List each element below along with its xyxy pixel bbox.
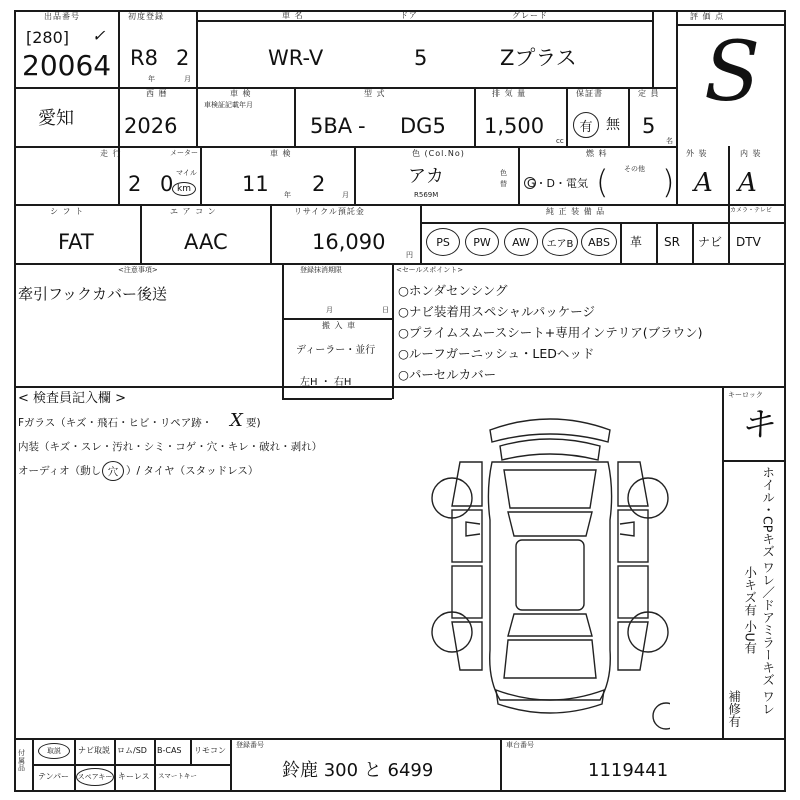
equip-airbag: エアB — [542, 228, 578, 256]
year: 2026 — [124, 114, 178, 138]
color-label: 色 (Col.No) — [412, 149, 465, 158]
deadline-line — [282, 318, 392, 320]
capacity: 5 — [642, 114, 656, 138]
equip-ps: PS — [426, 228, 460, 256]
col-r5b — [392, 263, 394, 399]
mileage-value: 2 0 — [128, 172, 180, 196]
fuel-other: その他 — [624, 165, 645, 173]
sales-point-1: ○ホンダセンシング — [398, 283, 508, 298]
right-mirror — [620, 522, 634, 536]
mileage-label: 走 行 — [100, 149, 122, 158]
entry-hand: 左H ・ 右H — [300, 377, 352, 388]
bottom-side-label: 付属品 — [18, 749, 25, 773]
mileage-unit-km: km — [172, 182, 196, 196]
warranty-label: 保証書 — [576, 89, 603, 98]
right-note-2: 小キズ有 小U有 — [742, 566, 758, 655]
plate-number: 鈴鹿 300 と 6499 — [282, 760, 434, 781]
inspection-month: 2 — [312, 172, 326, 196]
equip-sr: SR — [664, 235, 680, 249]
spare-tire — [653, 703, 670, 729]
warranty-yes: 有 — [573, 112, 599, 138]
left-rear-door — [452, 566, 482, 618]
doors-label: ドア — [400, 11, 418, 20]
displacement: 1,500 — [484, 114, 545, 138]
acc-keyless: キーレス — [118, 772, 150, 781]
bottom-mid — [32, 764, 230, 766]
acc-remote: リモコン — [194, 746, 226, 755]
sales-point-3: ○プライムスムースシート+専用インテリア(ブラウン) — [398, 325, 703, 340]
col-c — [652, 10, 654, 87]
plate-label: 登録番号 — [236, 741, 264, 749]
equip-aw: AW — [504, 228, 538, 256]
region: 愛知 — [38, 108, 74, 129]
equip-label-line — [420, 222, 784, 224]
color-code: R569M — [414, 191, 439, 199]
interior-label: 内 装 — [740, 149, 762, 158]
entry-dealer: ディーラー・並行 — [296, 345, 376, 356]
keylock-mark: キ — [740, 405, 774, 445]
year-unit: 年 — [148, 75, 155, 83]
model-prefix: 5BA — [310, 114, 353, 138]
model-dash: - — [358, 114, 366, 138]
model-label: 型 式 — [364, 89, 386, 98]
keylock-left — [722, 386, 724, 738]
aircon-value: AAC — [184, 230, 228, 254]
car-name-label: 車 名 — [282, 11, 304, 20]
month-unit: 月 — [184, 75, 191, 83]
col-a — [118, 10, 120, 204]
inspection-sub-label: 車検証記載年月 — [204, 101, 253, 109]
lot-label: 出品番号 — [44, 12, 80, 21]
inspection-month-unit: 月 — [342, 191, 349, 199]
col-b — [196, 10, 198, 87]
glass-mark: X — [230, 410, 243, 431]
fuel-label: 燃 料 — [586, 149, 608, 158]
equip-navi: ナビ — [698, 235, 723, 249]
inspection2-label: 車 検 — [270, 149, 292, 158]
car-doors: 5 — [414, 46, 428, 70]
inspection-label: 車 検 — [230, 89, 252, 98]
lot-number: 20064 — [22, 49, 112, 82]
entry-bottom — [282, 398, 392, 400]
acc-temper: テンパー — [38, 772, 70, 781]
inspector-title: < 検査員記入欄 > — [18, 391, 127, 406]
border-right — [784, 10, 786, 792]
inspection-year: 11 — [242, 172, 269, 196]
capacity-unit: 名 — [666, 137, 673, 145]
glass-need: 要) — [246, 417, 261, 429]
col-r3d — [728, 146, 730, 204]
car-diagram — [430, 400, 670, 730]
displacement-label: 排 気 量 — [492, 89, 527, 98]
interior-grade: A — [738, 168, 757, 198]
col-r2c — [474, 87, 476, 146]
equip-leather: 革 — [630, 235, 643, 249]
mileage-unit-mile: マイル — [176, 169, 197, 177]
audio-circled: 穴 — [102, 461, 124, 481]
col-r2a — [196, 87, 198, 146]
bcol1 — [74, 738, 76, 790]
color-change: 色 替 — [500, 169, 507, 189]
check-mark: ✓ — [92, 26, 106, 45]
keylock-bottom — [722, 460, 784, 462]
bcol2 — [114, 738, 116, 790]
body-outline — [488, 462, 611, 700]
capacity-label: 定 員 — [638, 89, 660, 98]
sales-point-2: ○ナビ装着用スペシャルパッケージ — [398, 304, 596, 319]
acc-navi-manual: ナビ取説 — [78, 746, 110, 755]
col-r2e — [628, 87, 630, 146]
acc-manual: 取説 — [38, 743, 70, 759]
warranty-no: 無 — [606, 117, 620, 133]
bcol4 — [190, 738, 192, 764]
row4-bottom — [14, 263, 786, 265]
right-rear-door — [618, 566, 648, 618]
row5-bottom — [14, 386, 786, 388]
col-r4d — [620, 222, 622, 263]
border-left — [14, 10, 16, 792]
col-r2d — [566, 87, 568, 146]
right-note-3: 補修有 — [726, 690, 742, 728]
recycle-fee: 16,090 — [312, 230, 386, 254]
recycle-unit: 円 — [406, 251, 413, 259]
deadline-day: 日 — [382, 306, 389, 314]
sales-point-5: ○パーセルカバー — [398, 367, 497, 382]
score-value: S — [704, 25, 761, 120]
border-bottom — [14, 790, 786, 792]
bottom-plate-end — [500, 738, 502, 790]
special-label-text: 注意事項 — [123, 266, 152, 274]
col-r5a — [282, 263, 284, 399]
grade-label: グレード — [512, 11, 548, 20]
region-label: 西 暦 — [146, 89, 168, 98]
displacement-unit: cc — [556, 137, 564, 145]
equip-pw: PW — [465, 228, 499, 256]
chassis-number: 1119441 — [588, 760, 669, 781]
shift-label: シ フ ト — [50, 207, 85, 216]
hood — [504, 470, 596, 508]
chassis-label: 車台番号 — [506, 741, 534, 749]
col-r4c — [420, 204, 422, 263]
deadline-label: 登録抹消期限 — [300, 266, 342, 274]
bcol3 — [154, 738, 156, 790]
col-r4a — [140, 204, 142, 263]
inspector-tire: ）/ タイヤ（スタッドレス） — [126, 465, 259, 477]
acc-smart-key: スマートキー — [158, 772, 197, 780]
model-code: DG5 — [400, 114, 446, 138]
first-reg-era: R8 — [130, 46, 158, 70]
special-label: <注意事項> — [118, 266, 158, 274]
row2-bottom — [14, 146, 676, 148]
special-note: 牽引フックカバー後送 — [18, 285, 167, 303]
inspection-year-unit: 年 — [284, 191, 291, 199]
row1-labels — [196, 20, 652, 22]
front-grille — [500, 439, 600, 460]
col-r3e — [676, 146, 678, 204]
inspector-interior: 内装（キズ・スレ・汚れ・シミ・コゲ・穴・キレ・破れ・剥れ） — [18, 441, 323, 453]
fuel-paren-close: ) — [662, 163, 675, 201]
col-r4e — [656, 222, 658, 263]
bottom-acc-end — [230, 738, 232, 790]
inspector-glass: Fガラス（キズ・飛石・ヒビ・リペア跡・ — [18, 417, 213, 429]
car-name: WR-V — [268, 46, 324, 70]
color-name: アカ — [408, 166, 444, 187]
keylock-label: キーロック — [728, 391, 763, 399]
acc-rom: ロム/SD — [117, 746, 147, 755]
left-mirror — [466, 522, 480, 536]
rear-bumper — [496, 690, 604, 713]
shift-value: FAT — [58, 230, 94, 254]
first-reg-label: 初度登録 — [128, 12, 164, 21]
col-r4b — [270, 204, 272, 263]
aircon-label: エ ア コ ン — [170, 207, 217, 216]
sales-label-text: セールスポイント — [401, 266, 458, 274]
equip-abs: ABS — [581, 228, 617, 256]
col-r3a — [200, 146, 202, 204]
lot-bracket: [280] — [26, 28, 70, 47]
acc-bcas: B-CAS — [157, 746, 182, 755]
acc-spare-key: スペアキー — [76, 768, 114, 786]
bottom-top — [14, 738, 786, 740]
score-label: 評 価 点 — [690, 12, 725, 21]
equipment-label: 純 正 装 備 品 — [546, 207, 606, 216]
row3-bottom — [14, 204, 786, 206]
col-r4f — [692, 222, 694, 263]
rear-glass — [508, 614, 592, 636]
equip-dtv: DTV — [736, 235, 761, 249]
sales-label: <セールスポイント> — [396, 266, 464, 274]
car-grade: Zプラス — [500, 46, 577, 70]
windshield — [508, 512, 592, 536]
roof — [516, 540, 584, 610]
col-r2b — [294, 87, 296, 146]
inspector-audio: オーディオ（動し — [18, 465, 102, 477]
col-r3c — [518, 146, 520, 204]
trunk — [504, 640, 596, 678]
fuel-paren-open: ( — [596, 163, 609, 201]
recycle-label: リサイクル預託金 — [294, 207, 365, 216]
equipment-extra-label: カメラ・テレビ — [730, 207, 772, 214]
sales-point-4: ○ルーフガーニッシュ・LEDヘッド — [398, 346, 595, 361]
exterior-grade: A — [694, 168, 713, 198]
first-reg-month: 2 — [176, 46, 190, 70]
deadline-month: 月 — [326, 306, 333, 314]
col-r3b — [354, 146, 356, 204]
entry-label: 搬 入 車 — [322, 321, 357, 330]
fuel-options: G・D・電気 — [527, 177, 588, 190]
meter-label: メーター — [170, 149, 198, 157]
right-note-1: ホイル・CPキズ ワレ／ドアミラーキズ ワレ — [760, 466, 776, 716]
exterior-label: 外 装 — [686, 149, 708, 158]
